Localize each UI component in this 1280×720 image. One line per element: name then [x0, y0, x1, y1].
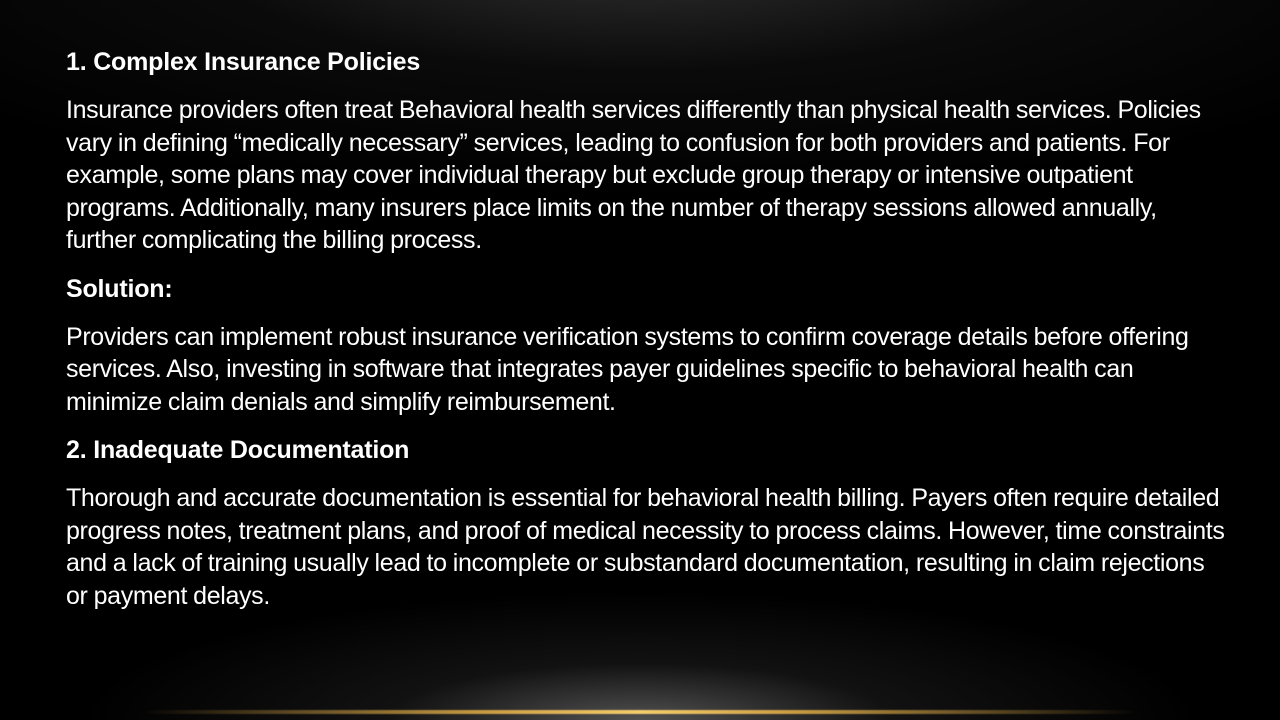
section1-body: Insurance providers often treat Behavioral health services differently than physical health services. Policies vary in defining “medically necessary” services, leading to confusion for both providers and patients. For example, some plans may cover individual therapy but exclude group therapy or intensive outpatient programs. Additionally, many insurers place limits on the number of therapy sessions allowed annually, further complicating the billing process.: [66, 96, 1201, 254]
gold-accent-line: [140, 710, 1140, 714]
solution-heading: Solution:: [66, 274, 173, 303]
section2-body: Thorough and accurate documentation is essential for behavioral health billing. Payers often require detailed progress notes, treatment plans, and proof of medical necessity to process claims. However, time constraints and a lack of training usually lead to incomplete or substandard documentation, resulting in claim rejections or payment delays.: [66, 484, 1225, 610]
solution-body: Providers can implement robust insurance verification systems to confirm coverage details before offering services. Also, investing in software that integrates payer guidelines specific to behavioral health can minimize claim denials and simplify reimbursement.: [66, 322, 1189, 416]
section2-heading: 2. Inadequate Documentation: [66, 436, 410, 464]
slide-content: [66, 44, 1226, 626]
section1-heading: 1. Complex Insurance Policies: [66, 48, 421, 76]
